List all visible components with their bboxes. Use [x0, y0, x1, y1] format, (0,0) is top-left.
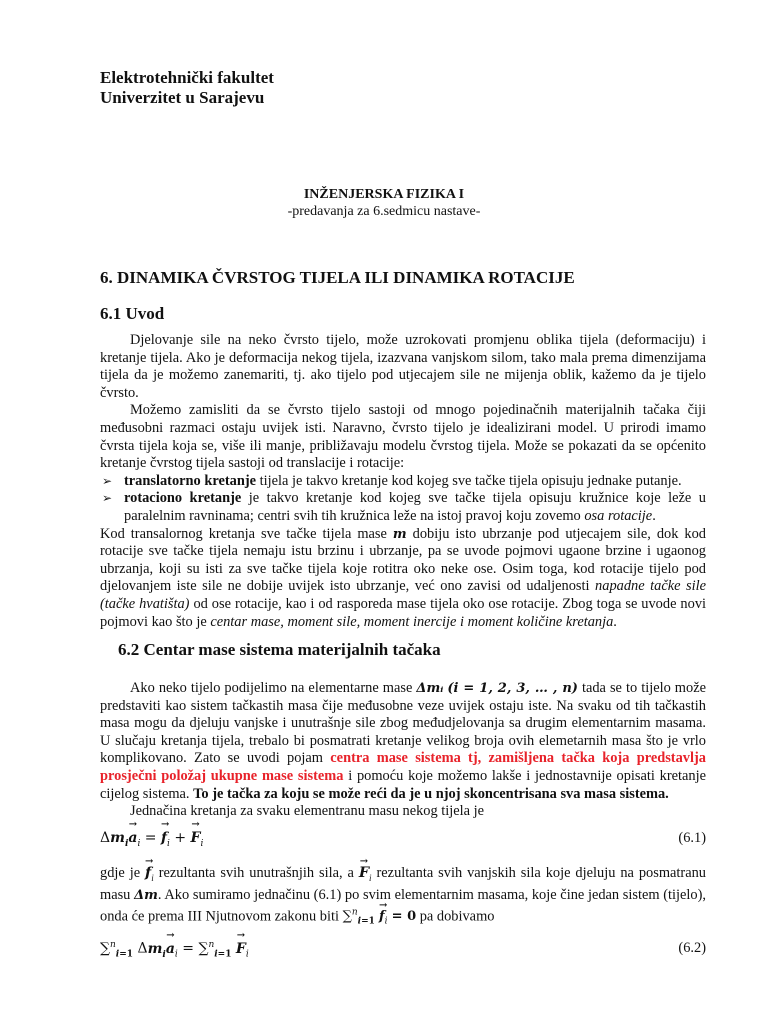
text-run: Ako neko tijelo podijelimo na elementarne mase: [130, 680, 417, 696]
university-name: Univerzitet u Sarajevu: [100, 88, 265, 107]
chapter-heading: 6. DINAMIKA ČVRSTOG TIJELA ILI DINAMIKA ROTACIJE: [100, 268, 575, 287]
faculty-name: Elektrotehnički fakultet: [100, 68, 274, 87]
bullet-term: translatorno kretanje: [124, 472, 257, 489]
text-run: rezultanta svih unutrašnjih sila, a: [153, 865, 359, 881]
text-run: .: [613, 613, 617, 630]
equation-number: (6.1): [678, 830, 706, 846]
list-item: [100, 473, 706, 491]
text-run: rezultanta svih vanjskih sila koje djeluju na posmatranu masu: [100, 865, 706, 904]
section-6-2-body: [100, 680, 706, 821]
bold-statement: To je tačka za koju se može reći da je u njoj skoncentrisana sva masa sistema.: [193, 785, 669, 802]
institution-header: [100, 68, 274, 108]
italic-run: napadne tačke sile (tačke hvatišta): [100, 578, 706, 612]
math-sum: $\sum^n_{i=1} \to f_i = 0$: [343, 909, 417, 924]
bullet-italic-term: osa rotacije: [584, 507, 653, 524]
math-index-range: (i = 1, 2, 3, … , n): [447, 681, 578, 696]
paragraph: [100, 526, 706, 632]
equation-6-2: [100, 940, 706, 962]
text-run: dobiju isto ubrzanje pod utjecajem sile, dok kod rotacije sve tačke tijela nemaju istu brzinu i ubrzanje, pa se uvode pojmovi ugaone brzine i ugaonog ubrzanja, koji su isti za sve tačke tijela koje rotitra oko neke ose. Osim toga, kod rotacije tijelo pod djelovanjem iste sile ne dobije uvijek isto ubrzanje, već ono zavisi od udaljenosti: [100, 525, 706, 595]
section-heading-6-2: 6.2 Centar mase sistema materijalnih tačaka: [118, 640, 441, 659]
equation-6-1: [100, 830, 706, 852]
math-symbol: m: [392, 526, 407, 542]
bullet-text: tijela je takvo kretanje kod kojeg sve tačke tijela opisuju jednake putanje.: [256, 472, 682, 489]
list-item: [100, 490, 706, 525]
course-title: INŽENJERSKA FIZIKA I: [303, 187, 465, 202]
course-subtitle: -predavanja za 6.sedmicu nastave-: [287, 204, 481, 219]
bullet-term: rotaciono kretanje: [124, 490, 242, 507]
equation-formula: ∑$^n_{i=1}$ $\Delta m_i\to a_i = \sum^n_{i=1} \to F_i$: [100, 940, 249, 959]
section-heading-6-1: 6.1 Uvod: [100, 304, 165, 323]
equation-number: (6.2): [678, 940, 706, 956]
text-run: gdje je: [100, 865, 146, 881]
course-header: [0, 186, 768, 220]
paragraph: [100, 680, 706, 803]
paragraph: Jednačina kretanja za svaku elementranu masu nekog tijela je: [130, 803, 485, 820]
arrow-bullet-icon: ➢: [102, 473, 113, 488]
highlighted-definition: centra mase sistema tj, zamišljena tačka koja predstavlja prosječni položaj ukupne mase sistema: [100, 750, 706, 784]
bullet-list: [100, 473, 706, 526]
text-run: pa dobivamo: [416, 908, 495, 925]
text-run: i pomoću koje možemo lakše i jednostavnije opisati kretanje cijelog sistema.: [100, 767, 706, 802]
bullet-text: je takvo kretanje kod kojeg sve tačke tijela opisuju kružnice koje leže u paralelnim ravninama; centri svih tih kružnica leže na istoj pravoj koju zovemo: [124, 490, 706, 524]
arrow-bullet-icon: ➢: [102, 491, 113, 506]
equation-formula: $\Delta m_i\to a_i$ = → $f_i$ + → $F_i$: [100, 830, 203, 849]
math-symbol: Δmᵢ: [416, 681, 444, 696]
section-6-2-body-continued: [100, 864, 706, 932]
section-6-1-body: [100, 332, 706, 631]
text-run: tada se to tijelo može predstaviti kao sistem tačkastih masa čije međusobne veze uvijek ostaju iste. Na svaku od tih tačkastih masa mogu da djeluju vanjske i unutrašnje sile zbog međudjelovanja sa drugim elementarnim masama. U slučaju kretanja tijela, trebalo bi posmatrati kretanje velikog broja ovih elemetarnih masa što je vrlo komplikovano. Zato se uvodi pojam: [100, 680, 706, 767]
math-symbol: Δm: [134, 888, 158, 904]
text-run: od ose rotacije, kao i od rasporeda mase tijela oko ose rotacije. Zbog toga se uvode novi pojmovi kao što je: [100, 595, 707, 630]
text-run: . Ako sumiramo jednačinu (6.1) po svim elementarnim masama, koje čine jedan sistem (tijelo), onda će prema III Njutnovom zakonu biti: [100, 887, 706, 925]
paragraph: Možemo zamisliti da se čvrsto tijelo sastoji od mnogo pojedinačnih materijalnih tačaka čiji međusobni razmaci ostaju uvijek isti. Naravno, čvrsto tijelo je idealizirani model. U prirodi imamo čvrsta tijela koja se, više ili manje, približavaju modelu čvrstog tijela. Može se pokazati da se općenito kretanje čvrstog tijela sastoji od translacije i rotacije:: [100, 402, 706, 472]
bullet-end: .: [652, 507, 656, 524]
italic-run: centar mase, moment sile, moment inercije i moment količine kretanja: [210, 613, 614, 630]
text-run: Kod transalornog kretanja sve tačke tijela mase: [100, 525, 393, 542]
paragraph: Djelovanje sile na neko čvrsto tijelo, može uzrokovati promjenu oblika tijela (deformaciju) i kretanje tijela. Ako je deformacija nekog tijela, izazvana vanjskom silom, tako mala prema dimenzijama tijela da je možemo zanemariti, tj. ako tijelo pod utjecajem sile ne mijenja oblik, kažemo da je tijelo čvrsto.: [100, 332, 706, 401]
paragraph: gdje je → $f_i$ rezultanta svih unutrašnjih sila, $a \to F_i$ rezultanta svih vanjskih sila koje djeluju na posmatranu masu Δm. Ako sumiramo jednačinu (6.1) po svim elementarnim masama, koje čine jedan sistem (tijelo), onda će prema III Njutnovom zakonu biti $\sum^n_{i=1} \to f_i = 0$ pa dobivamo: [100, 864, 706, 932]
